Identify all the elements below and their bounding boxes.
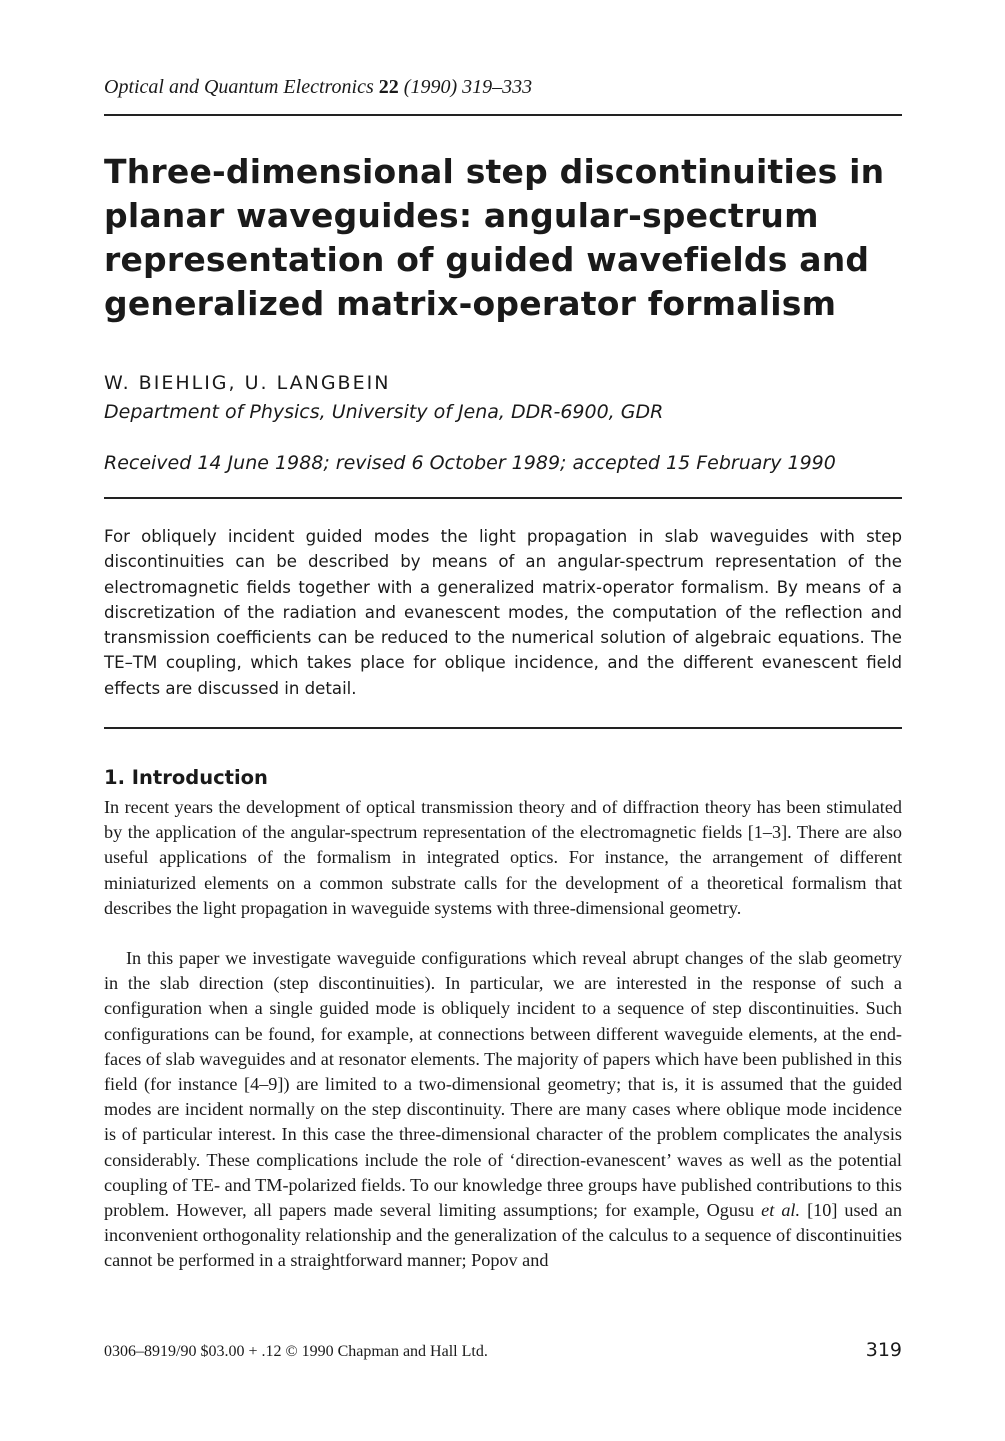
journal-volume: 22: [378, 76, 399, 98]
copyright-line: 0306–8919/90 $03.00 + .12 © 1990 Chapman and Hall Ltd.: [104, 1343, 488, 1360]
journal-name: Optical and Quantum Electronics: [104, 76, 374, 98]
et-al: et al.: [761, 1200, 801, 1221]
header-rule: [104, 114, 902, 116]
paragraph-text: In this paper we investigate waveguide configurations which reveal abrupt changes of the slab geometry in the slab direction (step discontinuities). In particular, we are interested in the response of such a configuration when a single guided mode is obliquely incident to a sequence of step discontinuities. Such configurations can be found, for example, at connections between different waveguide elements, at the end-faces of slab waveguides and at resonator elements. The majority of papers which have been published in this field (for instance [4–9]) are limited to a two-dimensional geometry; that is, it is assumed that the guided modes are incident normally on the step discontinuity. There are many cases where oblique mode incidence is of particular interest. In this case the three-dimensional character of the problem complicates the analysis considerably. These complications include the role of ‘direction-evanescent’ waves as well as the potential coupling of TE- and TM-polarized fields. To our knowledge three groups have published contributions to this problem. However, all papers made several limiting assumptions; for example, Ogusu: [104, 948, 902, 1221]
paragraph: [104, 946, 902, 1274]
journal-header: [104, 76, 532, 99]
received-dates: Received 14 June 1988; revised 6 October 1989; accepted 15 February 1990: [104, 452, 836, 474]
abstract-top-rule: [104, 497, 902, 499]
paper-title: Three-dimensional step discontinuities in planar waveguides: angular-spectrum representation of guided wavefields and generalized matrix-operator formalism: [104, 152, 885, 323]
paragraph: In recent years the development of optical transmission theory and of diffraction theory has been stimulated by the application of the angular-spectrum representation of the electromagnetic fields [1–3]. There are also useful applications of the formalism in integrated optics. For instance, the arrangement of different miniaturized elements on a common substrate calls for the development of a theoretical formalism that describes the light propagation in waveguide systems with three-dimensional geometry.: [104, 797, 902, 918]
abstract: For obliquely incident guided modes the light propagation in slab waveguides with step discontinuities can be described by means of an angular-spectrum representation of the electromagnetic fields together with a generalized matrix-operator formalism. By means of a discretization of the radiation and evanescent modes, the computation of the reflection and transmission coefficients can be reduced to the numerical solution of algebraic equations. The TE–TM coupling, which takes place for oblique incidence, and the different evanescent field effects are discussed in detail.: [104, 527, 902, 698]
journal-pages: (1990) 319–333: [403, 76, 533, 98]
page-number: 319: [865, 1339, 902, 1361]
affiliation: Department of Physics, University of Jena, DDR-6900, GDR: [104, 401, 664, 423]
paragraph-text: [10] used an inconvenient orthogonality relationship and the generalization of the calculus to a sequence of discontinuities cannot be performed in a straightforward manner; Popov and: [104, 1200, 902, 1271]
authors: W. BIEHLIG, U. LANGBEIN: [104, 372, 391, 394]
abstract-bottom-rule: [104, 727, 902, 729]
section-heading: 1. Introduction: [104, 766, 268, 789]
